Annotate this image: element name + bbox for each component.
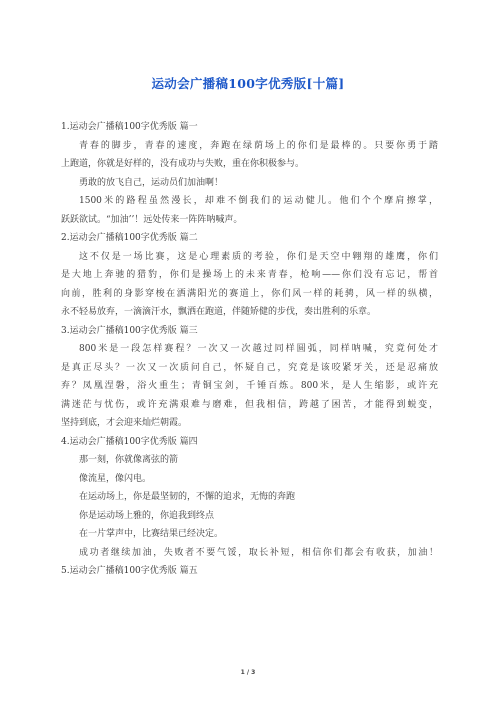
paragraph-line: 坚持到底，才会迎来灿烂朝霞。 <box>61 418 188 428</box>
paragraph-line: 像流星，像闪电。 <box>79 473 152 484</box>
paragraph-line: 1500米的路程虽然漫长，却难不倒我们的运动健儿。他们个个摩肩擦掌， <box>79 196 438 206</box>
paragraph-line: 青春的脚步，青春的速度，奔跑在绿荫场上的你们是最棒的。只要你勇于踏 <box>79 140 438 151</box>
paragraph-line: 那一刻，你就像离弦的箭 <box>79 455 179 465</box>
paragraph-line: 是大地上奔驰的猎豹，你们是操场上的未来青春，枪响——你们没有忘记，帮首 <box>61 270 438 280</box>
paragraph-line: 上跑道，你就是好样的，没有成功与失败，重在你积极参与。 <box>61 159 305 169</box>
paragraph-line: 弃？凤凰涅磐，浴火重生；青铜宝剑，千锤百炼。800米，是人生缩影，或许充 <box>61 381 438 391</box>
paragraph-line: 在一片掌声中，比赛结果已经决定。 <box>79 529 224 539</box>
section-heading: 2.运动会广播稿100字优秀版 篇二 <box>61 233 198 243</box>
document-title: 运动会广播稿100字优秀版[十篇] <box>151 76 345 91</box>
paragraph-line: 这不仅是一场比赛，这是心理素质的考验，你们是天空中翱翔的雄鹰，你们 <box>79 251 438 262</box>
paragraph-line: 800米是一段怎样赛程？一次又一次越过同样圆弧，同样呐喊，究竟何处才 <box>79 344 438 354</box>
page-number: 1 / 3 <box>240 669 256 676</box>
document-body <box>61 118 438 581</box>
paragraph-line: 满迷茫与忧伤，或许充满艰难与磨难，但我相信，跨越了困苦，才能得到蜕变， <box>61 399 438 410</box>
section-heading: 5.运动会广播稿100字优秀版 篇五 <box>61 566 198 576</box>
paragraph-line: 是真正尽头？一次又一次质问自己，怀疑自己，究竟是该咬紧牙关，还是忍痛放 <box>61 362 438 373</box>
section-heading: 3.运动会广播稿100字优秀版 篇三 <box>61 325 198 336</box>
paragraph-line: 在运动场上，你是最坚韧的，不懈的追求，无悔的奔跑 <box>79 492 296 502</box>
paragraph-line: 跃跃欲试。“加油’’！远处传来一阵阵呐喊声。 <box>61 214 243 225</box>
section-heading: 4.运动会广播稿100字优秀版 篇四 <box>61 436 198 447</box>
section-heading: 1.运动会广播稿100字优秀版 篇一 <box>61 122 198 132</box>
paragraph-line: 勇敢的放飞自己，运动员们加油啊！ <box>79 177 224 188</box>
paragraph-line: 成功者继续加油，失败者不要气馁，取长补短，相信你们都会有收获，加油！ <box>79 547 438 558</box>
paragraph-line: 你是运动场上雅的，你追我到终点 <box>79 510 215 521</box>
paragraph-line: 永不轻易放弃，一滴滴汗水，飘洒在跑道，伴随矫健的步伐，奏出胜利的乐章。 <box>61 307 377 317</box>
paragraph-line: 向前，胜利的身影穿梭在洒满阳光的赛道上，你们风一样的耗骋，风一样的纵横， <box>61 288 438 299</box>
